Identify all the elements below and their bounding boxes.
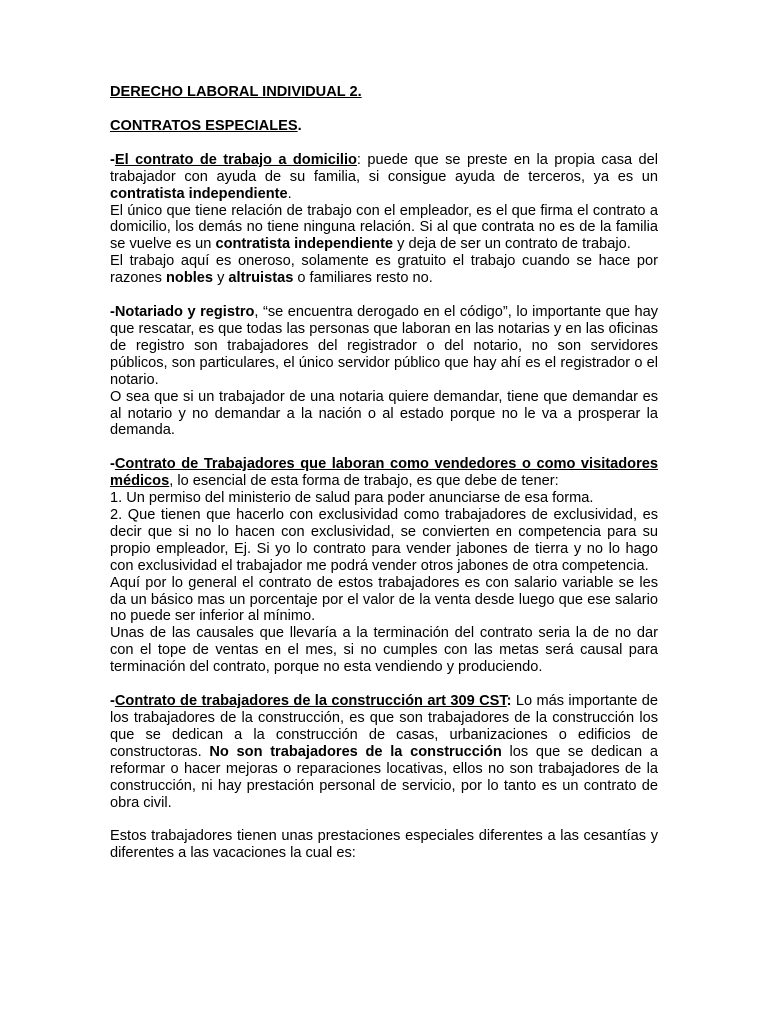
- text-run: y deja de ser un contrato de trabajo.: [393, 236, 631, 253]
- section-prestaciones: [110, 828, 658, 862]
- text-run: , lo esencial de esta forma de trabajo, es que debe de tener:: [169, 473, 559, 490]
- paragraph: [110, 152, 658, 203]
- paragraph: Aquí por lo general el contrato de estos trabajadores es con salario variable se les da un básico mas un porcentaje por el valor de la venta desde luego que ese salario no puede ser inferior al mínimo.: [110, 574, 658, 625]
- bold-term: altruistas: [228, 270, 294, 287]
- text-run: .: [287, 185, 292, 202]
- bold-term: No son trabajadores de la construcción: [209, 743, 502, 760]
- document-title: DERECHO LABORAL INDIVIDUAL 2.: [110, 84, 362, 100]
- section-vendedores: [110, 456, 658, 676]
- list-item: 1. Un permiso del ministerio de salud para poder anunciarse de esa forma.: [110, 490, 594, 507]
- section-title: [110, 118, 658, 135]
- text-run: El único que tiene relación de trabajo con el empleador, es el que firma el contrato a domicilio, los demás no tiene ninguna relación. Si al que contrata no es de la familia se vuelve es un: [110, 202, 658, 253]
- section-notariado: [110, 304, 658, 439]
- dash: -: [110, 693, 115, 710]
- text-run: los que se dedican a reformar o hacer mejoras o reparaciones locativas, ellos no son trabajadores de la construcción, ni hay prestación personal de servicio, por lo tanto es un contrato de obra civil.: [110, 743, 658, 811]
- colon: :: [506, 693, 512, 710]
- text-run: : puede que se preste en la propia casa del trabajador con ayuda de su familia, si consigue ayuda de terceros, ya es un: [110, 151, 658, 185]
- dash: -: [110, 151, 115, 168]
- text-run: , “se encuentra derogado en el código”, lo importante que hay que rescatar, es que todas las personas que laboran en las notarias y en las oficinas de registro son trabajadores del registrador o del notario, no son servidores públicos, son particulares, el único servidor público que hay ahí es el registrador o el notario.: [110, 304, 659, 388]
- paragraph: [110, 203, 658, 254]
- paragraph: [110, 456, 658, 490]
- text-run: y: [213, 270, 229, 287]
- heading-notariado: -Notariado y registro: [110, 304, 255, 321]
- section-title-period: .: [297, 117, 302, 134]
- list-item: 2. Que tienen que hacerlo con exclusividad como trabajadores de exclusividad, es decir que si no lo hacen con exclusividad, se convierten en competencia para su propio empleador, Ej. Si yo lo contrato para vender jabones de tierra y no lo hago con exclusividad el trabajador me podrá vender otros jabones de otra competencia.: [110, 507, 658, 574]
- paragraph: Estos trabajadores tienen unas prestaciones especiales diferentes a las cesantías y diferentes a las vacaciones la cual es:: [110, 828, 658, 862]
- paragraph: O sea que si un trabajador de una notaria quiere demandar, tiene que demandar es al notario y no demandar a la nación o al estado porque no le va a prosperar la demanda.: [110, 388, 658, 439]
- paragraph: Unas de las causales que llevaría a la terminación del contrato seria la de no dar con el tope de ventas en el mes, si no cumples con las metas será causal para terminación del contrato, porque no esta vendiendo y produciendo.: [110, 625, 658, 676]
- document-page: [110, 84, 658, 879]
- paragraph: [110, 304, 658, 389]
- text-run: o familiares resto no.: [293, 270, 433, 287]
- paragraph: [110, 253, 658, 287]
- text-run: Lo más importante de los trabajadores de la construcción, es que son trabajadores de la construcción los que se dedican a la construcción de casas, urbanizaciones o edificios de constructoras.: [110, 693, 658, 760]
- section-title-text: CONTRATOS ESPECIALES: [110, 117, 298, 134]
- section-construccion: [110, 693, 658, 811]
- dash: -: [110, 456, 115, 473]
- heading-vendedores: Contrato de Trabajadores que laboran como vendedores o como visitadores médicos: [110, 456, 658, 490]
- section-domicilio: [110, 152, 658, 287]
- heading-construccion: Contrato de trabajadores de la construcción art 309 CST: [114, 693, 507, 710]
- heading-contrato-domicilio: El contrato de trabajo a domicilio: [114, 151, 357, 168]
- bold-term: contratista independiente: [110, 185, 288, 202]
- bold-term: nobles: [165, 270, 214, 287]
- bold-term: contratista independiente: [215, 236, 394, 253]
- text-run: El trabajo aquí es oneroso, solamente es gratuito el trabajo cuando se hace por razones: [110, 253, 658, 287]
- paragraph: [110, 693, 658, 811]
